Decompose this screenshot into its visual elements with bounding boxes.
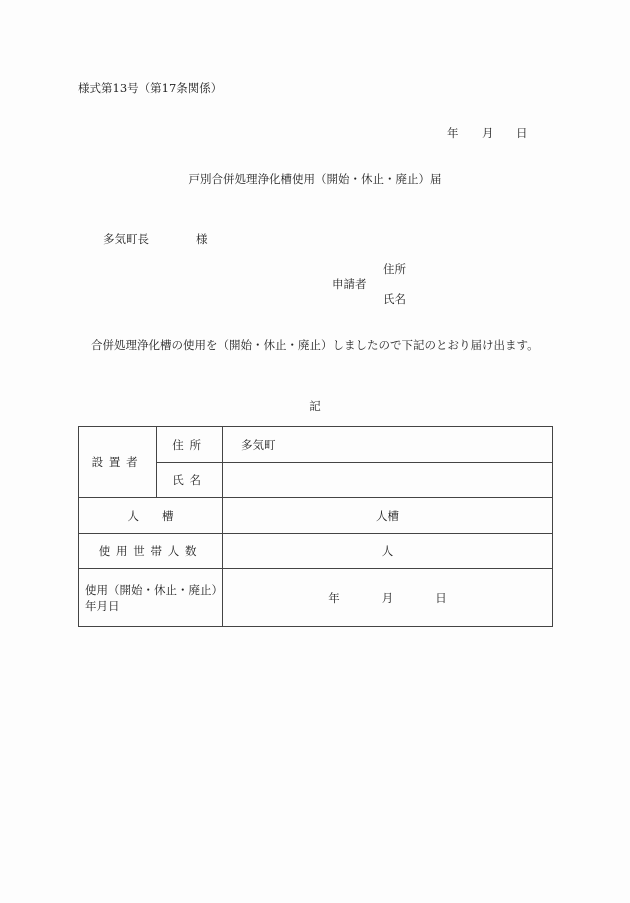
date-year-label: 年 xyxy=(447,126,459,140)
address-value: 多気町 xyxy=(223,427,553,463)
date-month-label: 月 xyxy=(482,126,494,140)
addressee-name: 多気町長 xyxy=(103,232,149,246)
record-heading: 記 xyxy=(309,399,321,413)
date-label-line-2: 年月日 xyxy=(85,598,120,613)
table-date-month: 月 xyxy=(381,590,394,605)
applicant-name-label: 氏名 xyxy=(383,292,406,306)
households-row xyxy=(79,534,553,569)
installer-label: 設置者 xyxy=(79,427,157,498)
capacity-value: 人槽 xyxy=(223,498,553,534)
addressee-honorific: 様 xyxy=(196,232,208,246)
households-value: 人 xyxy=(223,534,553,569)
form-number: 様式第13号（第17条関係） xyxy=(78,81,223,95)
address-label: 住所 xyxy=(157,427,223,463)
name-label: 氏名 xyxy=(157,463,223,498)
table-date-day: 日 xyxy=(435,590,447,605)
date-value xyxy=(223,569,553,627)
capacity-label: 人槽 xyxy=(79,498,223,534)
households-label: 使用世帯人数 xyxy=(79,534,223,569)
capacity-row xyxy=(79,498,553,534)
record-table xyxy=(78,426,553,627)
date-row xyxy=(79,569,553,627)
applicant-address-label: 住所 xyxy=(383,262,406,276)
name-value xyxy=(223,463,553,498)
date-label xyxy=(79,569,223,627)
document-title: 戸別合併処理浄化槽使用（開始・休止・廃止）届 xyxy=(188,172,442,186)
body-text: 合併処理浄化槽の使用を（開始・休止・廃止）しましたので下記のとおり届け出ます。 xyxy=(91,338,539,352)
date-label-line-1: 使用（開始・休止・廃止） xyxy=(85,582,223,597)
date-day-label: 日 xyxy=(516,126,528,140)
applicant-label: 申請者 xyxy=(332,277,367,291)
address-row xyxy=(79,427,553,463)
table-date-year: 年 xyxy=(328,590,340,605)
